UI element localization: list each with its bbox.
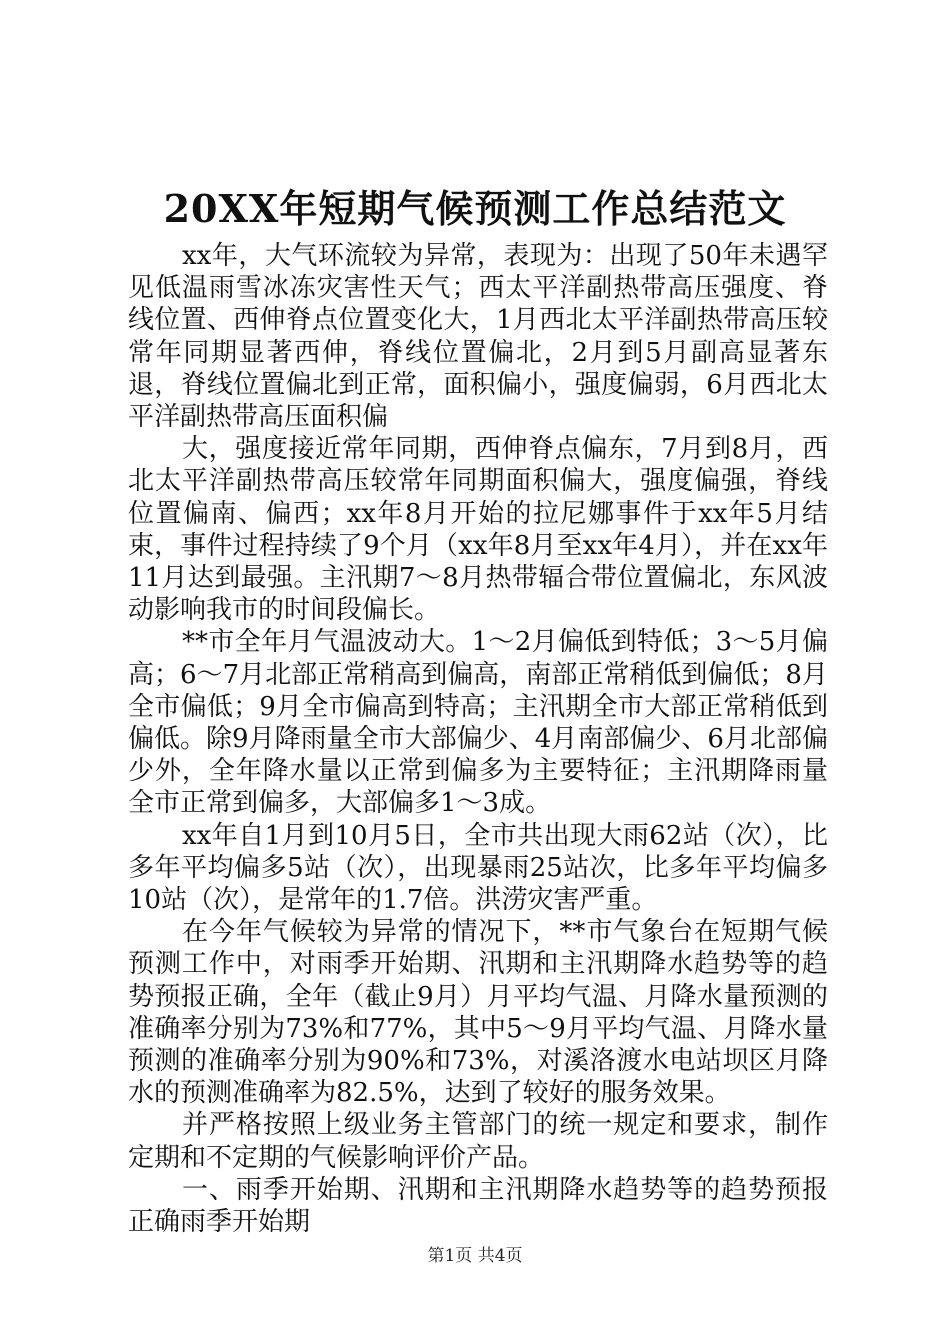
document-body <box>128 240 828 1238</box>
paragraph-6: 并严格按照上级业务主管部门的统一规定和要求，制作定期和不定期的气候影响评价产品。 <box>128 1110 828 1173</box>
paragraph-5: 在今年气候较为异常的情况下，**市气象台在短期气候预测工作中，对雨季开始期、汛期和主汛期降水趋势等的趋势预报正确，全年（截止9月）月平均气温、月降水量预测的准确率分别为73%和77%，其中5～9月平均气温、月降水量预测的准确率分别为90%和73%，对溪洛渡水电站坝区月降水的预测准确率为82.5%，达到了较好的服务效果。 <box>128 917 828 1109</box>
paragraph-7: 一、雨季开始期、汛期和主汛期降水趋势等的趋势预报正确雨季开始期 <box>128 1174 828 1238</box>
paragraph-3: **市全年月气温波动大。1～2月偏低到特低；3～5月偏高；6～7月北部正常稍高到偏高，南部正常稍低到偏低；8月全市偏低；9月全市偏高到特高；主汛期全市大部正常稍低到偏低。除9月降雨量全市大部偏少、4月南部偏少、6月北部偏少外，全年降水量以正常到偏多为主要特征；主汛期降雨量全市正常到偏多，大部偏多1～3成。 <box>128 627 828 819</box>
document-title: 20XX年短期气候预测工作总结范文 <box>163 186 787 231</box>
page-footer: 第1页 共4页 <box>427 1246 523 1266</box>
paragraph-1: xx年，大气环流较为异常，表现为：出现了50年未遇罕见低温雨雪冰冻灾害性天气；西太平洋副热带高压强度、脊线位置、西伸脊点位置变化大，1月西北太平洋副热带高压较常年同期显著西伸，脊线位置偏北，2月到5月副高显著东退，脊线位置偏北到正常，面积偏小，强度偏弱，6月西北太平洋副热带高压面积偏 <box>128 241 828 433</box>
paragraph-2: 大，强度接近常年同期，西伸脊点偏东，7月到8月，西北太平洋副热带高压较常年同期面积偏大，强度偏强，脊线位置偏南、偏西；xx年8月开始的拉尼娜事件于xx年5月结束，事件过程持续了9个月（xx年8月至xx年4月），并在xx年11月达到最强。主汛期7～8月热带辐合带位置偏北，东风波动影响我市的时间段偏长。 <box>128 434 828 626</box>
paragraph-4: xx年自1月到10月5日，全市共出现大雨62站（次），比多年平均偏多5站（次），出现暴雨25站次，比多年平均偏多10站（次），是常年的1.7倍。洪涝灾害严重。 <box>128 820 828 916</box>
